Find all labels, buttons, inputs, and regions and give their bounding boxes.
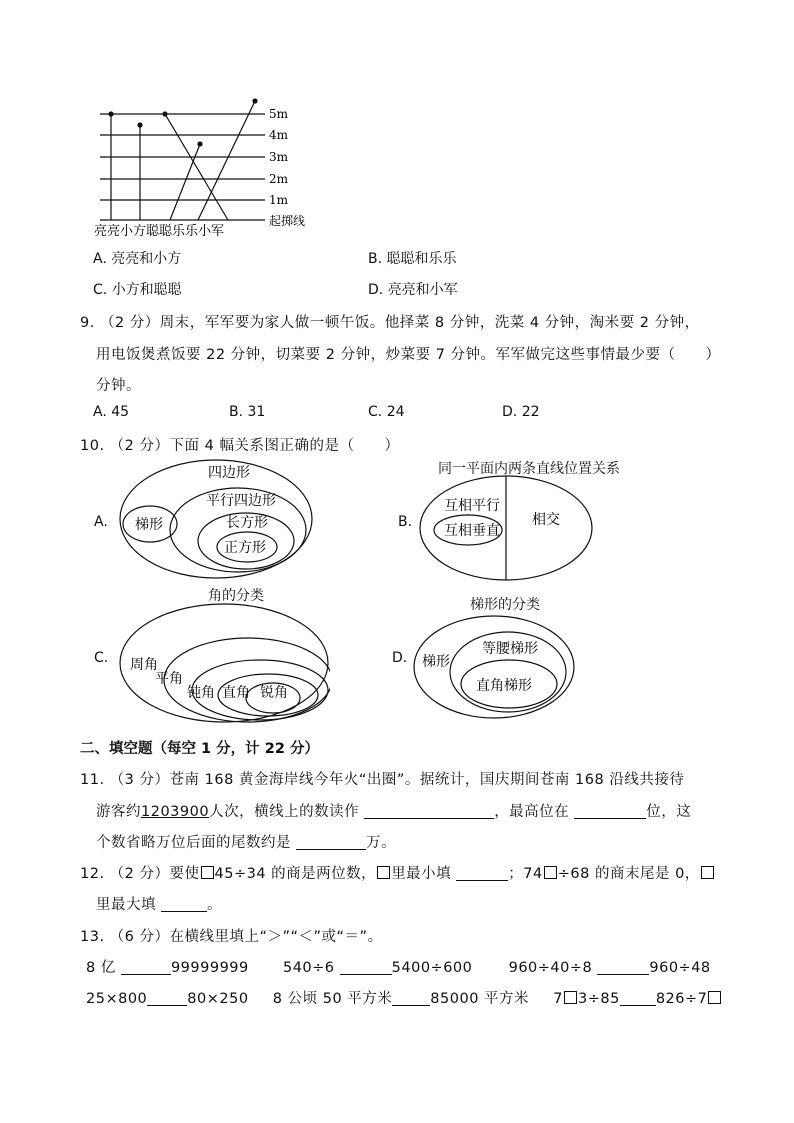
option-text: 22 (521, 404, 540, 420)
digit-box (708, 991, 721, 1004)
height-4m: 4m (269, 128, 289, 142)
label-obtuse-angle: 钝角 (187, 685, 215, 701)
answer-blank[interactable] (364, 804, 494, 819)
label-right-angle: 直角 (222, 685, 250, 701)
answer-blank[interactable] (147, 991, 187, 1006)
digit-box (377, 866, 390, 879)
answer-blank[interactable] (574, 804, 646, 819)
q9-line-1: 9. （2 分）周末，军军要为家人做一顿午饭。他择菜 8 分钟，洗菜 4 分钟，淘米要 2 分钟， (80, 315, 700, 331)
digit-box (201, 866, 214, 879)
venn-diagram-d (412, 614, 576, 720)
compare-right: 5400÷600 (391, 960, 473, 976)
height-2m: 2m (269, 172, 289, 186)
option-text: 31 (247, 404, 266, 420)
answer-blank[interactable] (597, 960, 649, 975)
label-intersect: 相交 (532, 512, 560, 528)
q12-text: ÷68 的商末尾是 0， (557, 866, 700, 882)
race-figure (88, 96, 338, 242)
label-rectangle: 长方形 (226, 515, 268, 531)
label-square: 正方形 (224, 540, 266, 556)
option-letter: B. (229, 404, 244, 420)
label-parallelogram: 平行四边形 (206, 493, 276, 509)
compare-left: 3÷85 (578, 991, 620, 1007)
option-text: 亮亮和小军 (387, 282, 458, 298)
answer-blank[interactable] (121, 960, 171, 975)
q9-option-b (229, 404, 265, 420)
q10-d-letter: D. (392, 650, 408, 666)
label-round-angle: 周角 (130, 657, 158, 673)
answer-blank[interactable] (620, 991, 656, 1006)
compare-right: 960÷48 (649, 960, 711, 976)
option-text: 45 (111, 404, 130, 420)
option-letter: D. (502, 404, 518, 420)
q9-line-2: 用电饭煲煮饭要 22 分钟，切菜要 2 分钟，炒菜要 7 分钟。军军做完这些事情最少要（ ） (96, 347, 721, 363)
q10-c-title: 角的分类 (208, 588, 264, 604)
q10-b-title: 同一平面内两条直线位置关系 (438, 461, 620, 477)
q11-line-2 (96, 800, 691, 821)
digit-box (701, 866, 714, 879)
q13-stem: 13. （6 分）在横线里填上“＞”“＜”或“＝”。 (80, 929, 383, 945)
q9-option-a (93, 404, 129, 420)
q8-option-b (368, 248, 457, 268)
height-1m: 1m (269, 193, 289, 207)
answer-blank[interactable] (392, 991, 430, 1006)
digit-box (564, 991, 577, 1004)
q12-text: 里最小填 (391, 866, 452, 882)
q12-text: 。 (207, 897, 223, 913)
label-perpendicular: 互相垂直 (444, 523, 500, 539)
option-text: 聪聪和乐乐 (386, 251, 457, 267)
option-letter: C. (93, 282, 108, 298)
q12-line-1 (80, 862, 715, 883)
q12-text: 12. （2 分）要使 (80, 866, 200, 882)
height-5m: 5m (269, 107, 289, 121)
q9-line-3: 分钟。 (96, 378, 141, 394)
q13-row-1 (86, 956, 711, 977)
q9-option-c (368, 404, 405, 420)
compare-left: 8 公顷 50 平方米 (272, 991, 393, 1007)
q12-line-2 (96, 893, 222, 914)
q12-text: 里最大填 (96, 897, 156, 913)
label-straight-angle: 平角 (155, 671, 183, 687)
label-quadrilateral: 四边形 (208, 465, 250, 481)
option-text: 小方和聪聪 (111, 282, 182, 298)
answer-blank[interactable] (456, 866, 508, 881)
option-letter: A. (93, 251, 107, 267)
q8-option-a (93, 248, 181, 268)
compare-left: 960÷40÷8 (508, 960, 593, 976)
label-trapezoid: 梯形 (135, 517, 163, 533)
q8-option-d (368, 279, 458, 299)
venn-diagram-a (118, 458, 314, 580)
label-parallel: 互相平行 (444, 498, 500, 514)
venn-diagram-c (118, 602, 330, 724)
compare-left: 7 (553, 991, 563, 1007)
q9-option-d (502, 404, 540, 420)
digit-box (544, 866, 557, 879)
option-letter: A. (93, 404, 107, 420)
compare-right: 80×250 (187, 991, 249, 1007)
answer-blank[interactable] (340, 960, 392, 975)
option-letter: D. (368, 282, 384, 298)
q10-d-title: 梯形的分类 (470, 597, 540, 613)
label-isosceles-trapezoid: 等腰梯形 (482, 641, 538, 657)
compare-right: 85000 平方米 (430, 991, 530, 1007)
q11-text: ，最高位在 (494, 804, 570, 820)
label-right-trapezoid: 直角梯形 (476, 678, 532, 694)
option-letter: C. (368, 404, 383, 420)
height-3m: 3m (269, 150, 289, 164)
q11-text: 人次，横线上的数读作 (209, 804, 360, 820)
venn-diagram-b (418, 474, 594, 582)
answer-blank[interactable] (296, 835, 366, 850)
q10-stem: 10. （2 分）下面 4 幅关系图正确的是（ ） (80, 438, 400, 454)
q12-text: 45÷34 的商是两位数， (214, 866, 377, 882)
q10-b-letter: B. (398, 514, 413, 530)
runner-names: 亮亮小方聪聪乐乐小军 (94, 224, 225, 239)
q11-text: 游客约 (96, 804, 141, 820)
q12-text: ；74 (508, 866, 543, 882)
section-title-fill-in: 二、填空题（每空 1 分，计 22 分） (80, 741, 319, 757)
label-acute-angle: 锐角 (260, 685, 288, 701)
q11-text: 万。 (366, 835, 397, 851)
label-trapezoid: 梯形 (422, 654, 450, 670)
compare-left: 540÷6 (282, 960, 335, 976)
start-line-label: 起掷线 (269, 214, 306, 228)
compare-left: 8 亿 (86, 960, 116, 976)
option-text: 亮亮和小方 (111, 251, 182, 267)
q8-option-c (93, 279, 182, 299)
compare-right: 826÷7 (655, 991, 708, 1007)
q11-line-1: 11. （3 分）苍南 168 黄金海岸线今年火“出圈”。据统计，国庆期间苍南 168 沿线共接待 (80, 772, 685, 788)
q11-text: 个数省略万位后面的尾数约是 (96, 835, 291, 851)
q11-text: 位，这 (646, 804, 692, 820)
option-letter: B. (368, 251, 383, 267)
option-text: 24 (386, 404, 405, 420)
compare-left: 25×800 (86, 991, 148, 1007)
compare-right: 99999999 (170, 960, 249, 976)
q11-line-3 (96, 831, 396, 852)
q13-row-2 (86, 987, 722, 1008)
q10-c-letter: C. (94, 650, 109, 666)
answer-blank[interactable] (161, 897, 207, 912)
q10-a-letter: A. (94, 514, 108, 530)
visitor-number: 1203900 (141, 804, 210, 820)
